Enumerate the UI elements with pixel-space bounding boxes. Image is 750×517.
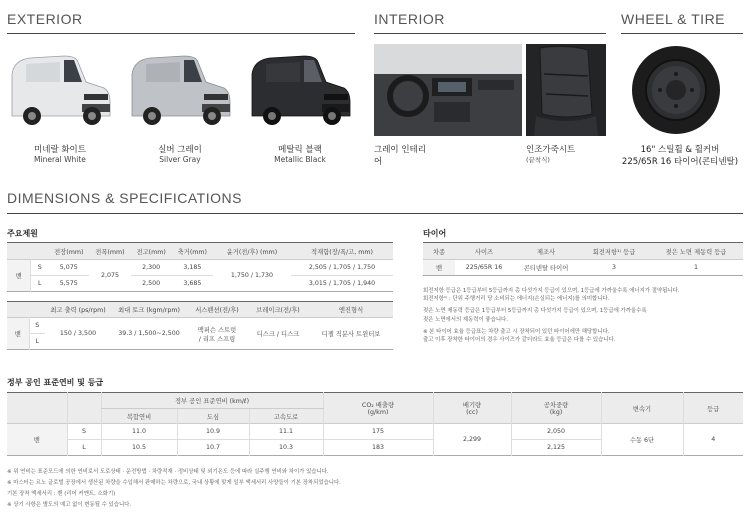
table1-height-l: 2,500 [142, 280, 161, 287]
fuel-corner [7, 393, 67, 424]
table1-wheelbase-s: 3,185 [183, 264, 202, 271]
tire-wet-grade: 1 [693, 264, 698, 271]
fuel-trim-l: L [67, 440, 101, 456]
table1-cargo-l: 3,015 / 1,705 / 1,940 [308, 280, 376, 287]
exterior-label-en-1: Mineral White [34, 155, 86, 164]
fuel-displacement-label: 배기량 [462, 402, 482, 409]
tire-table [423, 242, 743, 276]
col-torque: 최대 토크 (kgm/rpm) [118, 307, 180, 314]
col-track: 윤거(전/후) (mm) [226, 248, 278, 256]
exterior-label-ko-1: 미네랄 화이트 [34, 145, 86, 155]
table1-corner2 [31, 243, 48, 260]
fuel-col-city: 도심 [177, 409, 249, 424]
table1-track: 1,750 / 1,730 [230, 272, 274, 279]
tire-note-4: 젖은 노면에서의 제동력이 좋습니다. [423, 316, 508, 323]
fuel-combined-l: 10.5 [101, 440, 177, 456]
exterior-label-ko-3: 메탈릭 블랙 [278, 145, 322, 155]
dimensions-rule [7, 213, 743, 214]
table2-power: 150 / 3,500 [59, 330, 97, 337]
table2-brake: 디스크 / 디스크 [256, 331, 300, 338]
fuel-col-highway: 고속도로 [249, 409, 323, 424]
col-cargo: 적재함(장/폭/고, mm) [311, 248, 373, 256]
col-brake: 브레이크(전/후) [256, 307, 300, 314]
tire-col-wet: 젖은 노면 제동력 등급 [665, 248, 727, 256]
interior-dashboard-image [374, 44, 522, 136]
fuel-displacement-unit: (cc) [466, 409, 478, 416]
main-spec-label: 주요제원 [7, 229, 38, 238]
tire-note-5: ※ 본 타이어 효율 등급표는 차량 출고 시 장착되어 있던 타이어에만 해당합니다. [423, 328, 610, 335]
tire-notes [423, 287, 743, 344]
table2-corner [7, 302, 29, 318]
table2-torque: 39.3 / 1,500~2,500 [118, 330, 180, 337]
van-mineral-white [6, 54, 114, 130]
engine-table [7, 301, 393, 350]
fuel-title: 정부 공인 표준연비 및 등급 [7, 378, 104, 387]
wheel-line1: 16" 스틸휠 & 휠커버 [640, 145, 720, 155]
suspension-rear: / 리프 스프링 [198, 335, 236, 343]
tire-rolling-grade: 3 [611, 264, 616, 271]
table2-engine: 디젤 직분사 트윈터보 [321, 331, 381, 338]
exterior-rule [7, 33, 355, 34]
wheel-image [630, 44, 722, 136]
col-suspension: 서스펜션(전/후) [195, 307, 239, 314]
fuel-trim-s: S [67, 424, 101, 440]
fuel-weight-l: 2,125 [511, 440, 601, 456]
fuel-corner2 [67, 393, 101, 424]
table1-wheelbase-l: 3,685 [183, 280, 202, 287]
dimensions-table [7, 242, 393, 292]
table2-suspension [187, 318, 247, 350]
interior-sub-2: (끝착식) [526, 156, 550, 164]
table1-trim-s: S [31, 260, 48, 276]
tire-maker: 콘티넨탈 타이어 [523, 265, 569, 272]
fuel-transmission-value: 수동 6단 [601, 424, 683, 456]
fuel-co2-l: 183 [323, 440, 433, 456]
fuel-col-co2 [323, 393, 433, 424]
footnote-2: ※ 마스터는 르노 글로벌 공장에서 생산된 차량을 수입해서 판매하는 차량으로, 국내 상황에 맞게 일부 액세서리 사양들이 기본 장착되었습니다. [7, 480, 341, 486]
fuel-weight-label: 공차중량 [543, 402, 569, 409]
wheel-title: WHEEL & TIRE [621, 11, 726, 27]
table1-width: 2,075 [100, 272, 119, 279]
tire-col-rolling: 회전저항¹⁾ 등급 [592, 248, 636, 256]
table2-trim-s: S [29, 318, 45, 334]
tire-size: 225/65R 16 [465, 264, 503, 271]
fuel-col-transmission: 변속기 [601, 393, 683, 424]
footnote-3: 기본 장착 액세서리 : 밴 (리어 커맨트, 소화기) [7, 491, 116, 497]
tire-note-1: 회전저항 등급은 1등급부터 5등급까지 총 다섯가지 등급이 있으며, 1등급에 가까울수록 에너지가 절약됩니다. [423, 288, 680, 294]
tire-note-2: 회전저항¹⁾ : 단위 주행거리 당 소비되는 에너지(손실되는 에너지)를 의미합니다. [423, 296, 610, 303]
tire-note-6: 출고 이후 장착한 타이어의 경우 사이즈가 같더라도 효율 등급은 다를 수 있습니다. [423, 337, 616, 344]
tire-col-size: 사이즈 [474, 248, 494, 256]
table1-length-s: 5,075 [59, 264, 78, 271]
table1-model: 밴 [7, 260, 31, 292]
fuel-displacement-value: 2,299 [433, 424, 511, 456]
fuel-group-header: 정부 공인 표준연비 (km/ℓ) [101, 393, 323, 409]
wheel-rule [621, 33, 743, 34]
footnote-1: ※ 위 연비는 표준모드에 의한 연비로서 도로상태 · 운전방법 · 차량적재 · 정비상태 및 외기온도 등에 따라 실주행 연비와 차이가 있습니다. [7, 469, 329, 475]
table1-corner [7, 243, 31, 260]
fuel-co2-s: 175 [323, 424, 433, 440]
col-wheelbase: 축거(mm) [177, 248, 208, 256]
van-metallic-black [246, 54, 354, 130]
table1-cargo-s: 2,505 / 1,705 / 1,750 [308, 264, 376, 271]
col-length: 전장(mm) [54, 248, 84, 256]
col-engine: 엔진형식 [338, 307, 364, 314]
col-power: 최고 출력 (ps/rpm) [50, 307, 106, 314]
fuel-grade-value: 4 [683, 424, 743, 456]
exterior-label-ko-2: 실버 그레이 [158, 145, 202, 155]
suspension-front: 맥퍼슨 스트럿 [197, 326, 237, 334]
wheel-line2: 225/65R 16 타이어(콘티넨탈) [621, 157, 739, 167]
fuel-col-displacement [433, 393, 511, 424]
footnotes [7, 467, 743, 511]
dimensions-title: DIMENSIONS & SPECIFICATIONS [7, 190, 242, 206]
fuel-col-weight [511, 393, 601, 424]
footnote-4: ※ 상기 사항은 별도의 예고 없이 변동될 수 있습니다. [7, 502, 132, 508]
table2-trim-l: L [29, 334, 45, 350]
fuel-co2-unit: (g/km) [367, 409, 389, 416]
tire-type: 밴 [423, 260, 455, 276]
fuel-table [7, 392, 743, 456]
exterior-label-en-2: Silver Gray [159, 155, 201, 164]
fuel-weight-s: 2,050 [511, 424, 601, 440]
col-height: 전고(mm) [136, 248, 166, 256]
exterior-title: EXTERIOR [7, 11, 83, 27]
tire-col-type: 차종 [432, 248, 446, 256]
fuel-col-grade: 등급 [683, 393, 743, 424]
table1-trim-l: L [31, 276, 48, 292]
fuel-model: 밴 [7, 424, 67, 456]
table1-length-l: 5,575 [59, 280, 78, 287]
fuel-co2-label: CO₂ 배출량 [361, 402, 395, 409]
tire-col-maker: 제조사 [536, 248, 556, 256]
van-silver-gray [126, 54, 234, 130]
table2-corner2 [29, 302, 45, 318]
fuel-col-combined: 복합연비 [101, 409, 177, 424]
fuel-highway-s: 11.1 [249, 424, 323, 440]
interior-title: INTERIOR [374, 11, 445, 27]
interior-seat-image [526, 44, 606, 136]
tire-note-3: 젖은 노면 제동력 등급은 1등급부터 5등급까지 총 다섯가지 등급이 있으며, 1등급에 가까울수록 [423, 308, 647, 315]
fuel-combined-s: 11.0 [101, 424, 177, 440]
interior-rule [374, 33, 606, 34]
tire-label: 타이어 [423, 229, 447, 238]
table1-height-s: 2,300 [142, 264, 161, 271]
fuel-city-s: 10.9 [177, 424, 249, 440]
interior-label-1: 그레이 인테리어 [374, 145, 426, 167]
fuel-city-l: 10.7 [177, 440, 249, 456]
col-width: 전폭(mm) [95, 248, 125, 256]
interior-label-2: 인조가죽시트 [526, 145, 576, 155]
fuel-weight-unit: (kg) [549, 409, 563, 416]
table2-model: 밴 [7, 318, 29, 350]
fuel-highway-l: 10.3 [249, 440, 323, 456]
exterior-label-en-3: Metallic Black [274, 155, 326, 164]
